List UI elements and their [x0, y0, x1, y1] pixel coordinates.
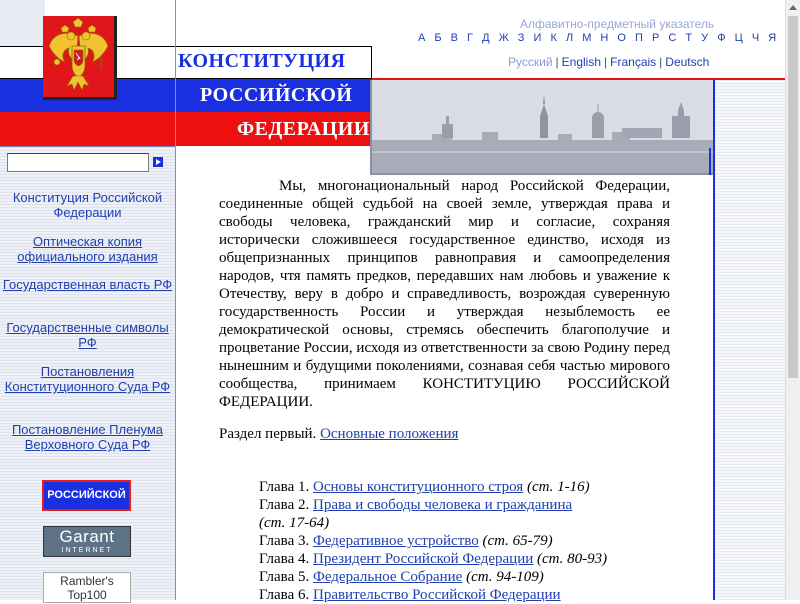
chapter-range: (ст. 94-109)	[466, 569, 544, 585]
section-prefix: Раздел первый.	[219, 426, 317, 442]
header-corner	[0, 0, 45, 46]
chapter-item	[259, 496, 679, 514]
chapter-range: (ст. 1-16)	[526, 479, 590, 495]
sidebar-link-state-power[interactable]: Государственная власть РФ	[2, 277, 173, 292]
chapter-number: Глава 5.	[259, 569, 310, 585]
panorama-border-bottom	[370, 173, 715, 175]
chapter-range: (ст. 17-64)	[259, 515, 330, 531]
vertical-scrollbar[interactable]	[785, 0, 800, 600]
right-blue-rule-short	[709, 148, 711, 175]
sidebar-item-constitution	[0, 190, 175, 220]
garant-sublabel: INTERNET	[61, 547, 113, 554]
panorama-border-left	[370, 80, 372, 175]
sidebar-link-constitutional-court[interactable]: Постановления Конституционного Суда РФ	[4, 364, 171, 394]
subject-index-title[interactable]: Алфавитно-предметный указатель	[520, 17, 715, 31]
right-decorative-strip	[715, 80, 785, 600]
chapter-item	[259, 478, 679, 496]
lang-english[interactable]: English	[561, 55, 602, 69]
sidebar-item-state-symbols	[0, 320, 175, 350]
sidebar-item-state-power	[0, 277, 175, 292]
lang-german[interactable]: Deutsch	[665, 55, 710, 69]
title-rossiyskoy: РОССИЙСКОЙ	[200, 84, 353, 106]
rossiyskoy-banner[interactable]: РОССИЙСКОЙ	[42, 480, 131, 511]
chapter-link[interactable]: Правительство Российской Федерации	[312, 587, 561, 603]
garant-internet-banner[interactable]	[43, 526, 131, 557]
section-link-basic-provisions[interactable]: Основные положения	[320, 426, 459, 442]
rambler-top100-banner[interactable]: Rambler's Top100	[43, 572, 131, 603]
sidebar-item-constitutional-court	[0, 364, 175, 394]
sidebar-border	[175, 0, 176, 600]
chapter-item	[259, 568, 679, 586]
chapter-range: (ст. 80-93)	[537, 551, 608, 567]
title-federatsii: ФЕДЕРАЦИИ	[237, 118, 370, 140]
kremlin-panorama-image	[372, 80, 715, 174]
section-heading	[219, 425, 670, 443]
title-konstitutsiya: КОНСТИТУЦИЯ	[178, 50, 346, 72]
search-go-icon[interactable]	[153, 157, 163, 167]
sidebar-link-optical-copy[interactable]: Оптическая копия официального издания	[17, 234, 158, 264]
sidebar-link-supreme-court[interactable]: Постановление Пленума Верховного Суда РФ	[11, 422, 164, 452]
alphabet-index[interactable]: А Б В Г Д Ж З И К Л М Н О П Р С Т У Ф Ц Ч Я	[418, 32, 780, 44]
garant-label: Garant	[59, 527, 115, 546]
scroll-up-arrow-icon[interactable]	[786, 0, 800, 15]
coat-of-arms-icon	[43, 16, 117, 100]
scrollbar-thumb[interactable]	[788, 16, 798, 378]
chapter-item	[259, 586, 679, 604]
preamble-text: Мы, многонациональный народ Российской Федерации, соединенные общей судьбой на своей земле, утверждая права и свободы человека, гражданский мир и согласие, сохраняя исторически сложившееся государственное единство, исходя из общепризнанных принципов равноправия и самоопределения народов, чтя память предков, передавших нам любовь и уважение к Отечеству, веру в добро и справедливость, возрождая суверенную государственность России и утверждая незыблемость ее демократической основы, стремясь обеспечить благополучие и процветание России, исходя из ответственности за свою Родину перед нынешним и будущими поколениями, сознавая себя частью мирового сообщества, принимаем КОНСТИТУЦИЮ РОССИЙСКОЙ ФЕДЕРАЦИИ.	[219, 178, 670, 410]
chapter-number: Глава 6.	[259, 587, 310, 603]
right-blue-rule	[713, 80, 715, 600]
chapter-number: Глава 1.	[259, 479, 310, 495]
sidebar-item-supreme-court	[0, 422, 175, 452]
chapter-item-range-wrap	[259, 514, 679, 532]
chapter-number: Глава 3.	[259, 533, 310, 549]
chapter-link[interactable]: Федеративное устройство	[312, 533, 479, 549]
sidebar-item-optical-copy	[0, 234, 175, 264]
main-content	[219, 177, 670, 443]
chapter-list	[259, 478, 679, 604]
chapter-link[interactable]: Основы конституционного строя	[312, 479, 524, 495]
chapter-link[interactable]: Федеральное Собрание	[312, 569, 463, 585]
lang-french[interactable]: Français	[610, 55, 657, 69]
chapter-link[interactable]: Права и свободы человека и гражданина	[312, 497, 573, 513]
chapter-item	[259, 532, 679, 550]
language-switcher: Русский | English | Français | Deutsch	[508, 55, 710, 69]
sidebar-link-constitution[interactable]: Конституция Российской Федерации	[12, 190, 163, 220]
chapter-item	[259, 550, 679, 568]
sidebar-link-state-symbols[interactable]: Государственные символы РФ	[6, 320, 169, 350]
chapter-number: Глава 2.	[259, 497, 310, 513]
lang-russian: Русский	[508, 55, 553, 69]
chapter-link[interactable]: Президент Российской Федерации	[312, 551, 534, 567]
search-input[interactable]	[7, 153, 149, 172]
chapter-range: (ст. 65-79)	[482, 533, 553, 549]
chapter-number: Глава 4.	[259, 551, 310, 567]
